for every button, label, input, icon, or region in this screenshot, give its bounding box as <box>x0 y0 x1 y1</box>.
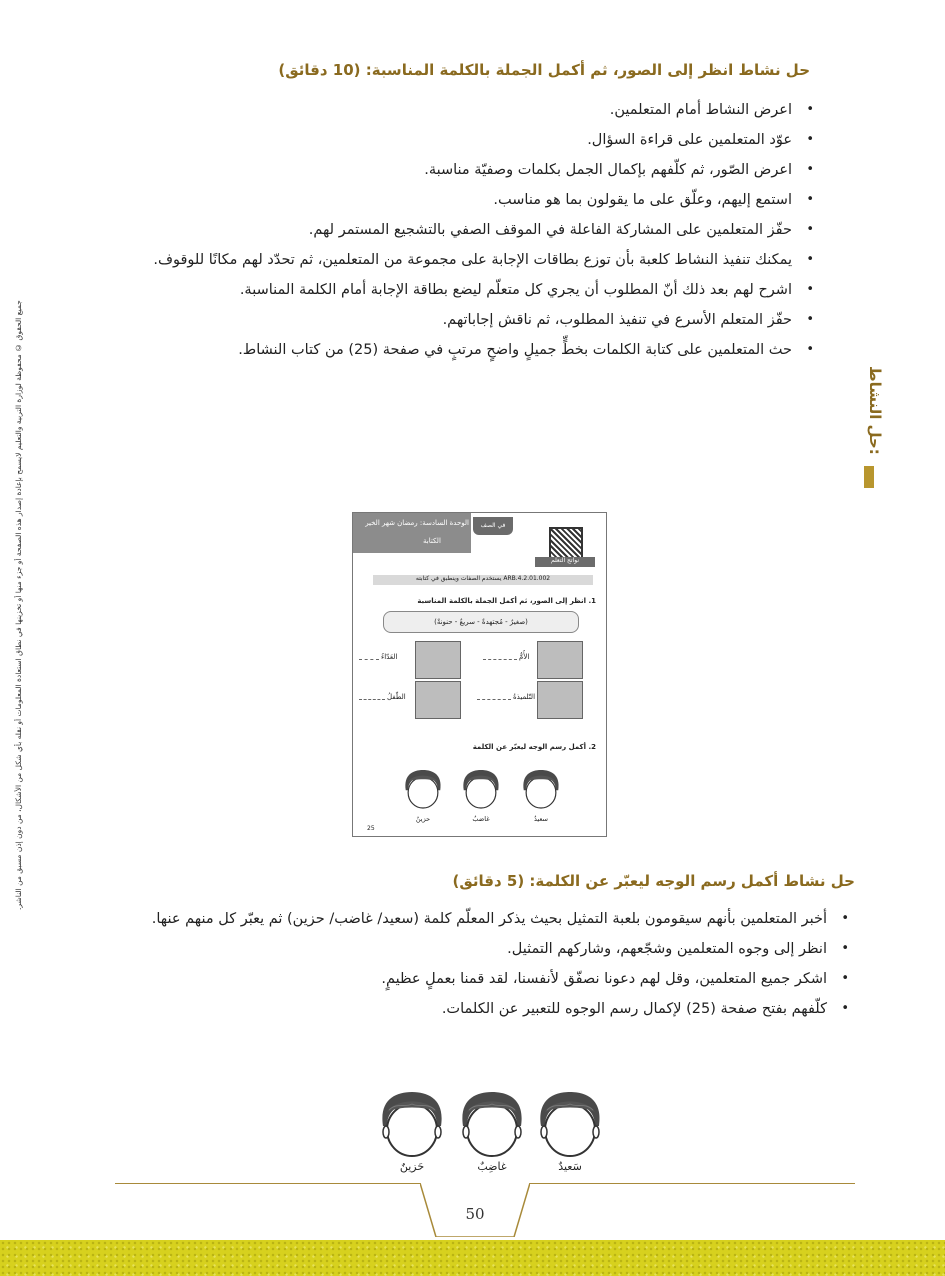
thumb-outcome-code: ARB.4.2.01.002 يستخدم الصفات وينطبق في كتابته <box>373 575 593 585</box>
list-item: • اعرض الصّور، ثم كلّفهم بإكمال الجمل بكلمات وصفيّة مناسبة. <box>120 155 820 185</box>
activity1-list <box>120 95 820 365</box>
list-item: • استمع إليهم، وعلّق على ما يقولون بما هو مناسب. <box>120 185 820 215</box>
child-photo <box>415 681 461 719</box>
thumb-unit-title: الوحدة السادسة: رمضان شهر الخير <box>365 519 469 527</box>
section-label: حل النشاط: <box>866 365 884 455</box>
section-marker <box>864 466 874 488</box>
thumb-lesson: الكتابة <box>423 537 441 545</box>
answer-line <box>359 659 379 660</box>
face-outline-icon <box>375 1090 449 1158</box>
thumb-class-label: نواتج التعلم <box>535 557 595 567</box>
thumb-label: الأُمُّ <box>519 653 530 661</box>
face-outline-icon <box>459 765 503 813</box>
list-item: • انظر إلى وجوه المتعلمين وشجّعهم، وشاركهم التمثيل. <box>110 934 855 964</box>
thumb-question-1: 1. انظر إلى الصور، ثم أكمل الجملة بالكلمة المناسبة <box>417 597 596 605</box>
list-item: • عوّد المتعلمين على قراءة السؤال. <box>120 125 820 155</box>
list-item: • أخبر المتعلمين بأنهم سيقومون بلعبة التمثيل بحيث يذكر المعلّم كلمة (سعيد/ غاضب/ حزين) ثم يعبّر كل منهم عنها. <box>110 904 855 934</box>
face-outline-icon <box>455 1090 529 1158</box>
thumb-face-label: سعيدٌ <box>534 815 548 823</box>
answer-line <box>483 659 517 660</box>
decorative-footer-band <box>0 1240 945 1276</box>
thumb-page-number: 25 <box>367 825 375 832</box>
activity2-heading: حل نشاط أكمل رسم الوجه ليعبّر عن الكلمة: (5 دقائق) <box>452 872 855 890</box>
page-number: 50 <box>465 1205 485 1223</box>
workbook-page-thumbnail <box>352 512 607 837</box>
activity1-heading: حل نشاط انظر إلى الصور، ثم أكمل الجملة بالكلمة المناسبة: (10 دقائق) <box>278 61 810 79</box>
runner-photo <box>415 641 461 679</box>
list-item: • حث المتعلمين على كتابة الكلمات بخطٍّ جميلٍ واضحٍ مرتبٍ في صفحة (25) من كتاب النشاط. <box>120 335 820 365</box>
face-label-happy: سَعيدٌ <box>558 1160 582 1173</box>
thumb-label: التّلميذةُ <box>513 693 536 701</box>
thumb-label: الطّفلُ <box>387 693 406 701</box>
thumb-header <box>353 513 471 553</box>
list-item: • اشرح لهم بعد ذلك أنّ المطلوب أن يجري كل متعلّم ليضع بطاقة الإجابة أمام الكلمة المناسبة. <box>120 275 820 305</box>
student-girl-photo <box>537 681 583 719</box>
face-outline-icon <box>533 1090 607 1158</box>
list-item: • كلّفهم بفتح صفحة (25) لإكمال رسم الوجوه للتعبير عن الكلمات. <box>110 994 855 1024</box>
answer-line <box>477 699 511 700</box>
copyright-notice: جميع الحقوق © محفوظة لوزارة التربية والتعليم لايسمح بإعادة إصدار هذه الصفحة أو جزء منها أو تخزينها في نطاق استعادة المعلومات أو نقله بأي شكل من الأشكال، من دون إذن مسبق من الناشر. <box>14 300 23 910</box>
list-item: • اشكر جميع المتعلمين، وقل لهم دعونا نصفّق لأنفسنا، لقد قمنا بعملٍ عظيمٍ. <box>110 964 855 994</box>
mother-photo <box>537 641 583 679</box>
list-item: • يمكنك تنفيذ النشاط كلعبة بأن توزع بطاقات الإجابة على مجموعة من المتعلمين، ثم تحدّد لهم مكانًا للوقوف. <box>120 245 820 275</box>
face-label-angry: غاضِبٌ <box>477 1160 507 1173</box>
list-item: • حفّز المتعلمين على المشاركة الفاعلة في الموقف الصفي بالتشجيع المستمر لهم. <box>120 215 820 245</box>
thumb-face-label: غاضبٌ <box>472 815 490 823</box>
face-label-sad: حَزينٌ <box>399 1160 425 1173</box>
list-item: • اعرض النشاط أمام المتعلمين. <box>120 95 820 125</box>
answer-line <box>359 699 385 700</box>
face-outline-icon <box>519 765 563 813</box>
thumb-question-2: 2. أكمل رسم الوجه ليعبّر عن الكلمة <box>472 743 596 751</box>
list-item: • حفّز المتعلم الأسرع في تنفيذ المطلوب، ثم ناقش إجاباتهم. <box>120 305 820 335</box>
face-outline-icon <box>401 765 445 813</box>
thumb-face-label: حزينٌ <box>415 815 431 823</box>
thumb-tab: في الصف <box>473 517 513 535</box>
activity2-list <box>110 904 855 1024</box>
thumb-word-bank: (صغيرٌ - مُجتهدةٌ - سريعٌ - حنونةٌ) <box>383 611 579 633</box>
thumb-label: العَدّاءُ <box>381 653 398 661</box>
qr-code-icon <box>549 527 583 561</box>
